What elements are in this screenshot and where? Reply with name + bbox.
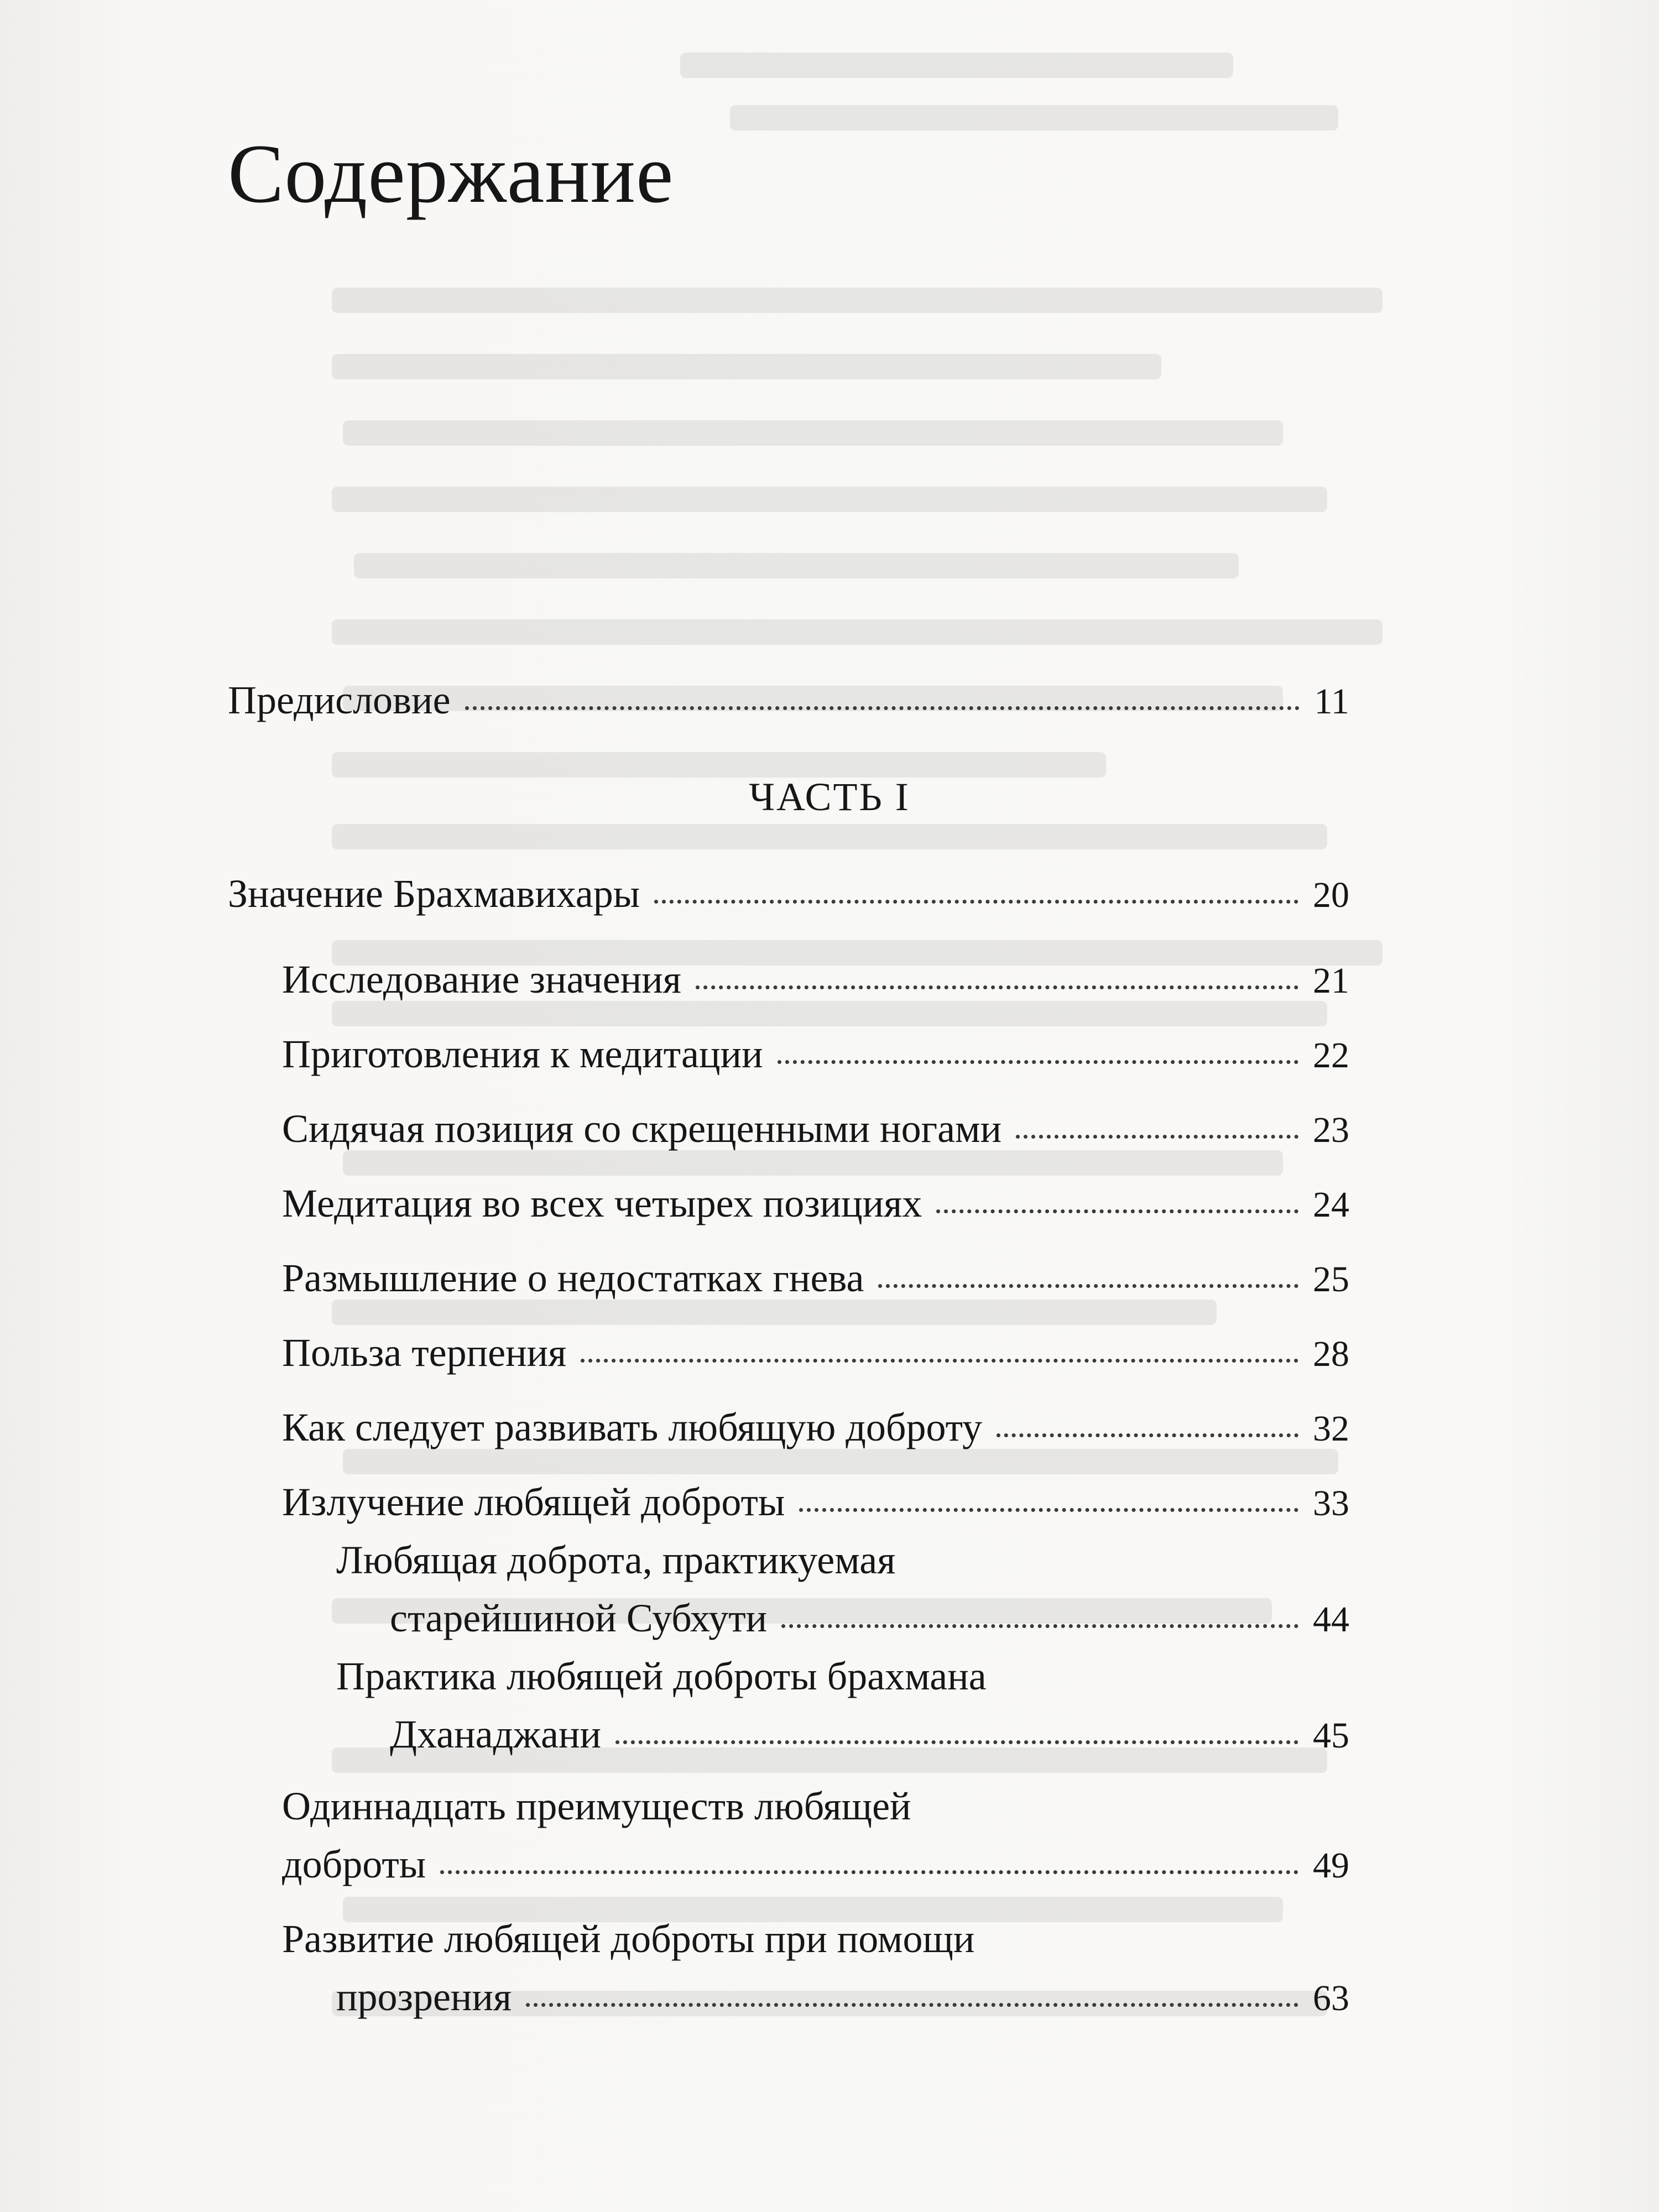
dot-leader: [799, 1508, 1298, 1512]
toc-entry-meaning-study[interactable]: [282, 959, 1349, 999]
toc-entry-radiating-loving-kindness[interactable]: [282, 1482, 1349, 1522]
toc-entry-label-line1: Любящая доброта, практикуемая: [336, 1538, 896, 1582]
toc-entry-label: Предисловие: [228, 678, 451, 722]
dot-leader: [878, 1284, 1298, 1288]
toc-page-number: 24: [1313, 1185, 1349, 1225]
dot-leader: [1016, 1135, 1298, 1139]
dot-leader: [581, 1359, 1298, 1363]
toc-entry-label-line2: Дханаджани: [390, 1712, 602, 1756]
dot-leader: [526, 2003, 1298, 2007]
toc-page-number: 49: [1313, 1845, 1349, 1886]
dot-leader: [615, 1740, 1298, 1744]
toc-page-number: 44: [1313, 1599, 1349, 1640]
dot-leader: [997, 1433, 1298, 1437]
toc-entry-label: Медитация во всех четырех позициях: [282, 1181, 922, 1225]
toc-entry-patience-benefit[interactable]: [282, 1333, 1349, 1373]
toc-entry-dhananjani[interactable]: [390, 1714, 1349, 1754]
toc-entry-subhuti[interactable]: [390, 1598, 1349, 1638]
toc-entry-label-line2: прозрения: [336, 1975, 512, 2019]
toc-page-number: 22: [1313, 1035, 1349, 1076]
toc-entry-developing-loving-kindness[interactable]: [282, 1407, 1349, 1447]
toc-entry-label: Как следует развивать любящую доброту: [282, 1405, 983, 1449]
toc-entry-eleven-benefits[interactable]: [282, 1844, 1349, 1884]
toc-page-number: 45: [1313, 1715, 1349, 1756]
dot-leader: [781, 1624, 1298, 1628]
toc-page-number: 21: [1313, 961, 1349, 1001]
dot-leader: [465, 706, 1300, 710]
toc-entry-label-line2: старейшиной Субхути: [390, 1596, 768, 1640]
toc-entry-label-line2: доброты: [282, 1842, 426, 1886]
toc-entry-meditation-preparation[interactable]: [282, 1034, 1349, 1074]
toc-entry-brahmavihara-meaning[interactable]: [228, 874, 1349, 914]
toc-page-number: 28: [1313, 1334, 1349, 1374]
toc-entry-label: Приготовления к медитации: [282, 1032, 763, 1076]
toc-entry-label-line1: Одиннадцать преимуществ любящей: [282, 1784, 911, 1828]
dot-leader: [696, 985, 1298, 989]
toc-entry-label: Польза терпения: [282, 1331, 567, 1375]
toc-entry-label-line1: Практика любящей доброты брахмана: [336, 1654, 987, 1698]
toc-page-number: 63: [1313, 1978, 1349, 2018]
toc-entry-label: Размышление о недостатках гнева: [282, 1256, 864, 1300]
toc-entry-label: Исследование значения: [282, 957, 681, 1001]
toc-entry-preface[interactable]: [228, 680, 1349, 720]
toc-page-number: 20: [1313, 875, 1349, 915]
toc-page-number: 32: [1313, 1408, 1349, 1449]
toc-page-number: 11: [1314, 681, 1349, 722]
toc-entry-four-postures[interactable]: [282, 1183, 1349, 1223]
toc-entry-label: Сидячая позиция со скрещенными ногами: [282, 1107, 1002, 1151]
toc-entry-label: Излучение любящей доброты: [282, 1480, 785, 1524]
toc-entry-label: Значение Брахмавихары: [228, 872, 640, 916]
toc-page-number: 23: [1313, 1110, 1349, 1150]
dot-leader: [778, 1060, 1298, 1064]
dot-leader: [654, 900, 1298, 904]
part-heading: ЧАСТЬ I: [749, 775, 910, 819]
toc-entry-anger-drawbacks[interactable]: [282, 1258, 1349, 1298]
toc-entry-label-line1: Развитие любящей доброты при помощи: [282, 1917, 975, 1961]
toc-page-number: 25: [1313, 1259, 1349, 1300]
toc-entry-insight[interactable]: [336, 1977, 1349, 2017]
page-title: Содержание: [228, 127, 674, 220]
toc-entry-cross-legged-position[interactable]: [282, 1109, 1349, 1149]
dot-leader: [936, 1209, 1298, 1213]
dot-leader: [440, 1870, 1298, 1874]
toc-page-number: 33: [1313, 1483, 1349, 1524]
